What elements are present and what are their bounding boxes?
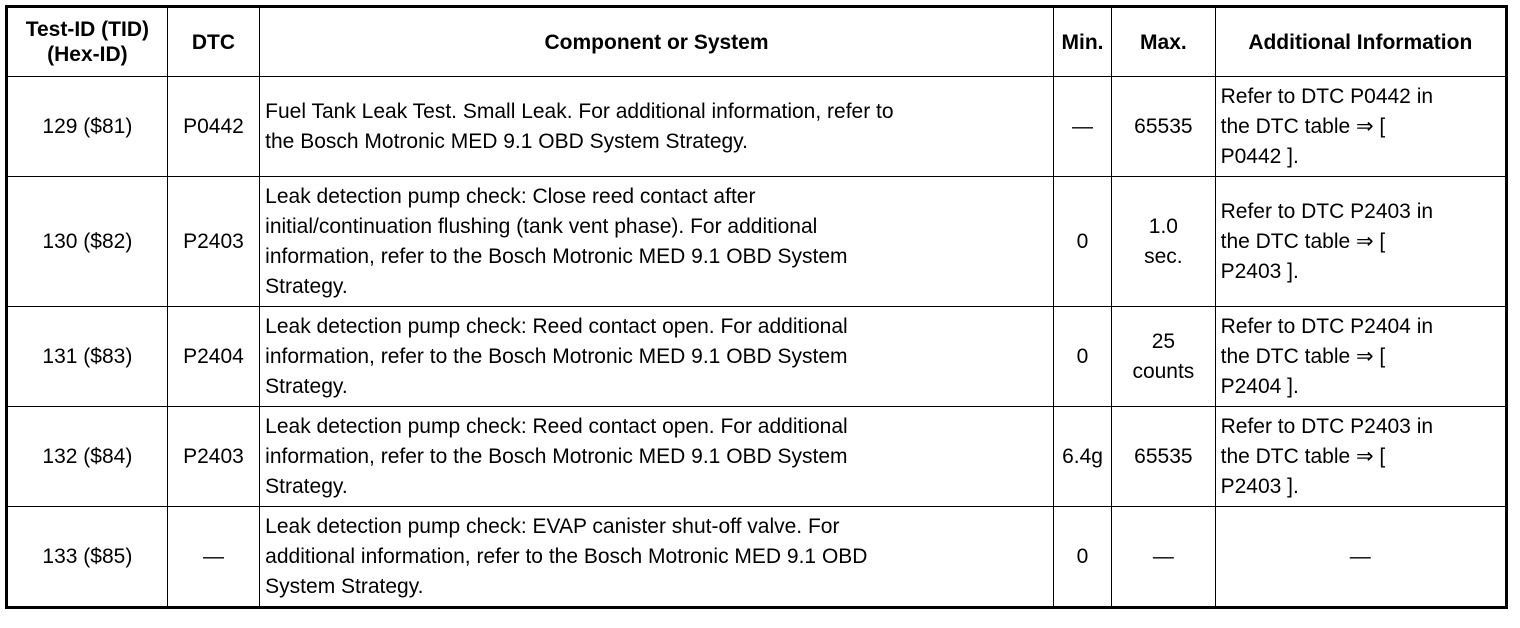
cell-max: 25 counts (1112, 307, 1215, 407)
cell-additional-info: — (1215, 507, 1506, 608)
header-component: Component or System (260, 7, 1054, 77)
header-additional-info: Additional Information (1215, 7, 1506, 77)
cell-component: Leak detection pump check: Close reed contact after initial/continuation flushing (tank vent phase). For additional information, refer to the Bosch Motronic MED 9.1 OBD System Strategy. (260, 177, 1054, 307)
header-test-id: Test-ID (TID) (Hex-ID) (7, 7, 168, 77)
cell-dtc: P0442 (167, 77, 259, 177)
test-id-table (5, 5, 1508, 609)
cell-dtc: P2403 (167, 407, 259, 507)
cell-min: 0 (1053, 507, 1111, 608)
cell-min: 0 (1053, 307, 1111, 407)
cell-test-id: 132 ($84) (7, 407, 168, 507)
cell-min: 0 (1053, 177, 1111, 307)
cell-dtc: P2404 (167, 307, 259, 407)
cell-component: Leak detection pump check: Reed contact open. For additional information, refer to the Bosch Motronic MED 9.1 OBD System Strategy. (260, 307, 1054, 407)
cell-additional-info: Refer to DTC P0442 in the DTC table ⇒ [ P0442 ]. (1215, 77, 1506, 177)
table-row (7, 507, 1507, 608)
table-row (7, 407, 1507, 507)
cell-component: Fuel Tank Leak Test. Small Leak. For additional information, refer to the Bosch Motronic MED 9.1 OBD System Strategy. (260, 77, 1054, 177)
cell-component: Leak detection pump check: EVAP canister shut-off valve. For additional information, refer to the Bosch Motronic MED 9.1 OBD System Strategy. (260, 507, 1054, 608)
cell-min: — (1053, 77, 1111, 177)
cell-dtc: — (167, 507, 259, 608)
table-row (7, 307, 1507, 407)
header-max: Max. (1112, 7, 1215, 77)
cell-additional-info: Refer to DTC P2404 in the DTC table ⇒ [ P2404 ]. (1215, 307, 1506, 407)
cell-dtc: P2403 (167, 177, 259, 307)
table-row (7, 177, 1507, 307)
cell-additional-info: Refer to DTC P2403 in the DTC table ⇒ [ P2403 ]. (1215, 407, 1506, 507)
cell-test-id: 133 ($85) (7, 507, 168, 608)
cell-max: 1.0 sec. (1112, 177, 1215, 307)
cell-component: Leak detection pump check: Reed contact open. For additional information, refer to the Bosch Motronic MED 9.1 OBD System Strategy. (260, 407, 1054, 507)
header-dtc: DTC (167, 7, 259, 77)
cell-test-id: 130 ($82) (7, 177, 168, 307)
cell-test-id: 131 ($83) (7, 307, 168, 407)
table-header-row (7, 7, 1507, 77)
cell-max: — (1112, 507, 1215, 608)
cell-test-id: 129 ($81) (7, 77, 168, 177)
cell-additional-info: Refer to DTC P2403 in the DTC table ⇒ [ P2403 ]. (1215, 177, 1506, 307)
table-row (7, 77, 1507, 177)
cell-max: 65535 (1112, 77, 1215, 177)
header-min: Min. (1053, 7, 1111, 77)
cell-min: 6.4g (1053, 407, 1111, 507)
cell-max: 65535 (1112, 407, 1215, 507)
